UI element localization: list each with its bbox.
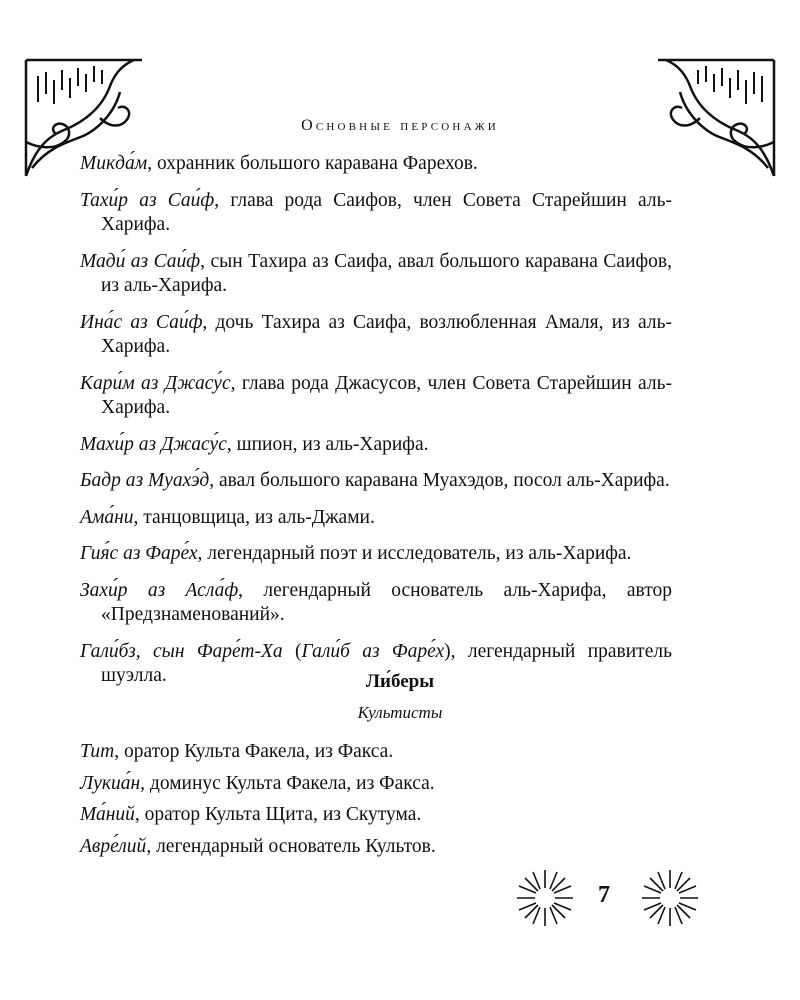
section-subtitle: Культисты bbox=[357, 703, 443, 722]
character-name: Тит bbox=[80, 741, 115, 762]
character-name: Захи́р аз Асла́ф bbox=[80, 579, 239, 601]
cultist-list bbox=[80, 740, 672, 866]
list-item bbox=[80, 835, 672, 860]
sunburst-ornament-icon bbox=[640, 868, 700, 928]
running-header: Основные персонажи bbox=[301, 117, 499, 134]
list-item bbox=[80, 469, 672, 494]
paren-open: ( bbox=[282, 640, 302, 662]
character-description: , легендарный основатель Культов. bbox=[146, 835, 436, 857]
character-description: , охранник большого каравана Фарехов. bbox=[147, 153, 478, 174]
character-name: Тахи́р аз Саи́ф bbox=[80, 189, 215, 211]
character-description: , дочь Тахира аз Саифа, возлюбленная Амаля, из аль-Харифа. bbox=[101, 311, 672, 357]
list-item bbox=[80, 542, 672, 567]
character-description: , глава рода Джасусов, член Совета Старейшин аль-Харифа. bbox=[101, 372, 672, 418]
character-name: Мади́ аз Саи́ф bbox=[80, 250, 201, 272]
list-item bbox=[80, 579, 672, 628]
list-item bbox=[80, 250, 672, 299]
page-footer bbox=[500, 868, 730, 928]
character-description: , танцовщица, из аль-Джами. bbox=[133, 506, 375, 528]
list-item bbox=[80, 311, 672, 360]
list-item bbox=[80, 152, 672, 177]
character-name: Ма́ний bbox=[80, 804, 135, 825]
character-name: Ама́ни bbox=[80, 506, 134, 528]
character-description: , шпион, из аль-Харифа. bbox=[226, 433, 429, 455]
character-name: Гия́с аз Фаре́х bbox=[80, 543, 198, 564]
character-description: , глава рода Саифов, член Совета Старейшин аль-Харифа. bbox=[101, 189, 672, 235]
list-item bbox=[80, 803, 672, 828]
page-number: 7 bbox=[598, 882, 610, 908]
character-name: Кари́м аз Джасу́с bbox=[80, 372, 231, 394]
character-description: , легендарный поэт и исследователь, из аль-Харифа. bbox=[197, 543, 632, 564]
character-name: Микда́м bbox=[80, 153, 148, 174]
character-name: Лукиа́н bbox=[80, 772, 141, 794]
list-item bbox=[80, 189, 672, 238]
list-item bbox=[80, 772, 672, 797]
character-name: Бадр аз Муахэ́д bbox=[80, 470, 210, 491]
character-name: Ина́с аз Саи́ф bbox=[80, 311, 203, 333]
character-alt-name: Гали́б аз Фаре́х bbox=[301, 640, 445, 662]
list-item bbox=[80, 372, 672, 421]
sunburst-ornament-icon bbox=[515, 868, 575, 928]
character-name: Махи́р аз Джасу́с bbox=[80, 433, 227, 455]
character-name: Авре́лий bbox=[80, 835, 147, 857]
character-description: , оратор Культа Щита, из Скутума. bbox=[134, 804, 422, 825]
list-item bbox=[80, 506, 672, 531]
character-list bbox=[80, 152, 672, 701]
character-description: , сын Тахира аз Саифа, авал большого каравана Саифов, из аль-Харифа. bbox=[101, 250, 672, 296]
character-description: , авал большого каравана Муахэдов, посол аль-Харифа. bbox=[209, 470, 670, 491]
character-name: Гали́бз, сын Фаре́т-Ха bbox=[80, 640, 283, 662]
character-description: , легендарный основатель аль-Харифа, автор «Предзнаменований». bbox=[101, 579, 672, 625]
character-description: , оратор Культа Факела, из Факса. bbox=[114, 741, 394, 762]
section-title: Ли́беры bbox=[365, 671, 435, 692]
list-item bbox=[80, 740, 672, 765]
character-description: , доминус Культа Факела, из Факса. bbox=[140, 772, 435, 794]
list-item bbox=[80, 433, 672, 458]
character-description: ), легендарный правитель шуэлла. bbox=[101, 640, 672, 686]
